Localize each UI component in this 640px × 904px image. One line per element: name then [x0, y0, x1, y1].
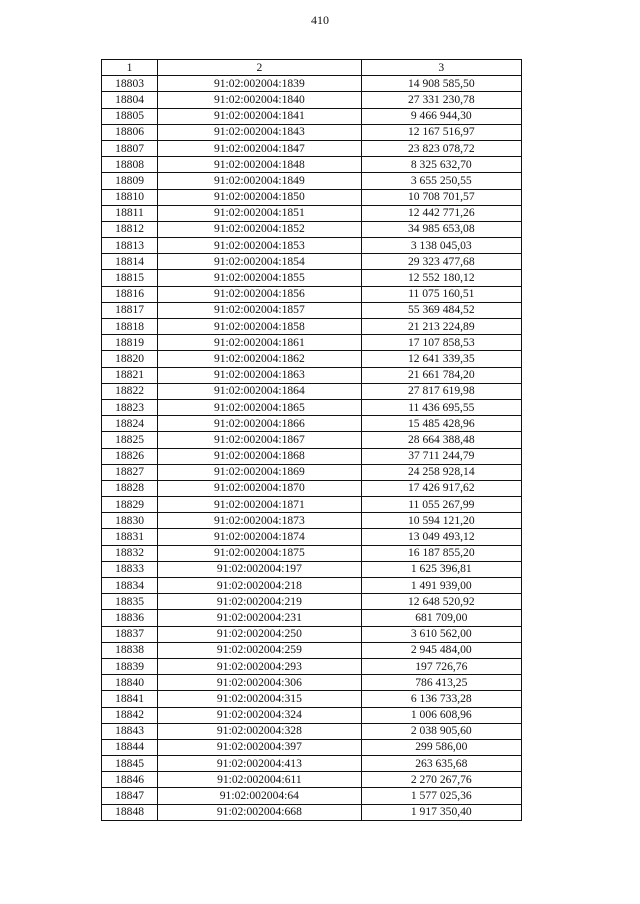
table-row [102, 707, 522, 723]
value-cell: 6 136 733,28 [361, 691, 521, 707]
row-number-cell: 18817 [102, 302, 158, 318]
value-cell: 12 648 520,92 [361, 594, 521, 610]
table-row [102, 92, 522, 108]
cadastral-number-cell: 91:02:002004:1851 [158, 205, 361, 221]
row-number-cell: 18808 [102, 157, 158, 173]
table-row [102, 739, 522, 755]
value-cell: 12 442 771,26 [361, 205, 521, 221]
value-cell: 34 985 653,08 [361, 221, 521, 237]
value-cell: 17 426 917,62 [361, 480, 521, 496]
table-row [102, 480, 522, 496]
table-row [102, 157, 522, 173]
row-number-cell: 18825 [102, 432, 158, 448]
row-number-cell: 18848 [102, 804, 158, 820]
cadastral-number-cell: 91:02:002004:1853 [158, 238, 361, 254]
value-cell: 681 709,00 [361, 610, 521, 626]
cadastral-number-cell: 91:02:002004:1871 [158, 497, 361, 513]
cadastral-number-cell: 91:02:002004:1858 [158, 319, 361, 335]
page-number: 410 [311, 13, 329, 27]
table-row [102, 675, 522, 691]
value-cell: 263 635,68 [361, 756, 521, 772]
row-number-cell: 18833 [102, 561, 158, 577]
table-row [102, 788, 522, 804]
value-cell: 1 577 025,36 [361, 788, 521, 804]
row-number-cell: 18828 [102, 480, 158, 496]
row-number-cell: 18813 [102, 238, 158, 254]
value-cell: 9 466 944,30 [361, 108, 521, 124]
cadastral-number-cell: 91:02:002004:413 [158, 756, 361, 772]
cadastral-number-cell: 91:02:002004:1864 [158, 383, 361, 399]
table-row [102, 756, 522, 772]
value-cell: 12 641 339,35 [361, 351, 521, 367]
cadastral-number-cell: 91:02:002004:1874 [158, 529, 361, 545]
value-cell: 23 823 078,72 [361, 140, 521, 156]
row-number-cell: 18823 [102, 399, 158, 415]
column-header-3: 3 [361, 60, 521, 76]
cadastral-number-cell: 91:02:002004:1840 [158, 92, 361, 108]
table-row [102, 173, 522, 189]
cadastral-number-cell: 91:02:002004:1841 [158, 108, 361, 124]
cadastral-number-cell: 91:02:002004:1856 [158, 286, 361, 302]
row-number-cell: 18843 [102, 723, 158, 739]
value-cell: 11 055 267,99 [361, 497, 521, 513]
table-row [102, 691, 522, 707]
table-row [102, 367, 522, 383]
cadastral-number-cell: 91:02:002004:1850 [158, 189, 361, 205]
row-number-cell: 18816 [102, 286, 158, 302]
value-cell: 3 655 250,55 [361, 173, 521, 189]
row-number-cell: 18807 [102, 140, 158, 156]
table-row [102, 205, 522, 221]
table-row [102, 351, 522, 367]
row-number-cell: 18811 [102, 205, 158, 221]
cadastral-number-cell: 91:02:002004:231 [158, 610, 361, 626]
row-number-cell: 18809 [102, 173, 158, 189]
table-row [102, 723, 522, 739]
row-number-cell: 18845 [102, 756, 158, 772]
value-cell: 16 187 855,20 [361, 545, 521, 561]
cadastral-number-cell: 91:02:002004:611 [158, 772, 361, 788]
table-row [102, 108, 522, 124]
cadastral-number-cell: 91:02:002004:1847 [158, 140, 361, 156]
row-number-cell: 18818 [102, 319, 158, 335]
value-cell: 29 323 477,68 [361, 254, 521, 270]
value-cell: 1 491 939,00 [361, 578, 521, 594]
row-number-cell: 18803 [102, 76, 158, 92]
cadastral-number-cell: 91:02:002004:1855 [158, 270, 361, 286]
table-row [102, 513, 522, 529]
value-cell: 3 138 045,03 [361, 238, 521, 254]
table-row [102, 658, 522, 674]
row-number-cell: 18806 [102, 124, 158, 140]
row-number-cell: 18804 [102, 92, 158, 108]
table-row [102, 432, 522, 448]
row-number-cell: 18812 [102, 221, 158, 237]
table-row [102, 335, 522, 351]
value-cell: 21 213 224,89 [361, 319, 521, 335]
row-number-cell: 18829 [102, 497, 158, 513]
cadastral-number-cell: 91:02:002004:1868 [158, 448, 361, 464]
value-cell: 299 586,00 [361, 739, 521, 755]
cadastral-number-cell: 91:02:002004:1857 [158, 302, 361, 318]
table-row [102, 286, 522, 302]
cadastral-number-cell: 91:02:002004:1870 [158, 480, 361, 496]
table-row [102, 124, 522, 140]
table-row [102, 416, 522, 432]
cadastral-number-cell: 91:02:002004:250 [158, 626, 361, 642]
cadastral-number-cell: 91:02:002004:1849 [158, 173, 361, 189]
value-cell: 8 325 632,70 [361, 157, 521, 173]
value-cell: 10 708 701,57 [361, 189, 521, 205]
value-cell: 24 258 928,14 [361, 464, 521, 480]
table-row [102, 772, 522, 788]
column-header-2: 2 [158, 60, 361, 76]
table-row [102, 626, 522, 642]
row-number-cell: 18837 [102, 626, 158, 642]
row-number-cell: 18844 [102, 739, 158, 755]
row-number-cell: 18834 [102, 578, 158, 594]
table-row [102, 448, 522, 464]
row-number-cell: 18847 [102, 788, 158, 804]
row-number-cell: 18838 [102, 642, 158, 658]
table-row [102, 561, 522, 577]
row-number-cell: 18814 [102, 254, 158, 270]
cadastral-number-cell: 91:02:002004:1867 [158, 432, 361, 448]
table-row [102, 140, 522, 156]
value-cell: 13 049 493,12 [361, 529, 521, 545]
cadastral-number-cell: 91:02:002004:1854 [158, 254, 361, 270]
cadastral-number-cell: 91:02:002004:1869 [158, 464, 361, 480]
value-cell: 12 167 516,97 [361, 124, 521, 140]
value-cell: 12 552 180,12 [361, 270, 521, 286]
row-number-cell: 18824 [102, 416, 158, 432]
table-row [102, 270, 522, 286]
row-number-cell: 18840 [102, 675, 158, 691]
cadastral-number-cell: 91:02:002004:328 [158, 723, 361, 739]
table-row [102, 497, 522, 513]
cadastral-number-cell: 91:02:002004:1839 [158, 76, 361, 92]
row-number-cell: 18827 [102, 464, 158, 480]
row-number-cell: 18819 [102, 335, 158, 351]
table-row [102, 399, 522, 415]
table-row [102, 642, 522, 658]
cadastral-number-cell: 91:02:002004:306 [158, 675, 361, 691]
row-number-cell: 18822 [102, 383, 158, 399]
value-cell: 37 711 244,79 [361, 448, 521, 464]
value-cell: 21 661 784,20 [361, 367, 521, 383]
row-number-cell: 18815 [102, 270, 158, 286]
cadastral-number-cell: 91:02:002004:219 [158, 594, 361, 610]
row-number-cell: 18839 [102, 658, 158, 674]
value-cell: 1 917 350,40 [361, 804, 521, 820]
cadastral-number-cell: 91:02:002004:1852 [158, 221, 361, 237]
table-row [102, 545, 522, 561]
cadastral-number-cell: 91:02:002004:1862 [158, 351, 361, 367]
table-row [102, 804, 522, 820]
value-cell: 11 436 695,55 [361, 399, 521, 415]
table-row [102, 578, 522, 594]
cadastral-number-cell: 91:02:002004:1865 [158, 399, 361, 415]
table-row [102, 319, 522, 335]
value-cell: 1 006 608,96 [361, 707, 521, 723]
value-cell: 17 107 858,53 [361, 335, 521, 351]
cadastral-number-cell: 91:02:002004:1861 [158, 335, 361, 351]
table-row [102, 76, 522, 92]
value-cell: 2 270 267,76 [361, 772, 521, 788]
cadastral-number-cell: 91:02:002004:1863 [158, 367, 361, 383]
column-header-1: 1 [102, 60, 158, 76]
row-number-cell: 18830 [102, 513, 158, 529]
cadastral-number-cell: 91:02:002004:1873 [158, 513, 361, 529]
cadastral-number-cell: 91:02:002004:293 [158, 658, 361, 674]
value-cell: 3 610 562,00 [361, 626, 521, 642]
row-number-cell: 18821 [102, 367, 158, 383]
table-row [102, 221, 522, 237]
cadastral-number-cell: 91:02:002004:64 [158, 788, 361, 804]
cadastral-number-cell: 91:02:002004:1843 [158, 124, 361, 140]
cadastral-number-cell: 91:02:002004:1875 [158, 545, 361, 561]
value-cell: 28 664 388,48 [361, 432, 521, 448]
cadastral-number-cell: 91:02:002004:315 [158, 691, 361, 707]
value-cell: 1 625 396,81 [361, 561, 521, 577]
table-row [102, 383, 522, 399]
row-number-cell: 18826 [102, 448, 158, 464]
value-cell: 27 331 230,78 [361, 92, 521, 108]
cadastral-number-cell: 91:02:002004:197 [158, 561, 361, 577]
value-cell: 11 075 160,51 [361, 286, 521, 302]
table-row [102, 529, 522, 545]
row-number-cell: 18832 [102, 545, 158, 561]
value-cell: 2 038 905,60 [361, 723, 521, 739]
row-number-cell: 18835 [102, 594, 158, 610]
value-cell: 14 908 585,50 [361, 76, 521, 92]
data-table [101, 59, 522, 821]
table-row [102, 464, 522, 480]
cadastral-number-cell: 91:02:002004:1848 [158, 157, 361, 173]
value-cell: 197 726,76 [361, 658, 521, 674]
cadastral-number-cell: 91:02:002004:397 [158, 739, 361, 755]
cadastral-number-cell: 91:02:002004:218 [158, 578, 361, 594]
value-cell: 15 485 428,96 [361, 416, 521, 432]
row-number-cell: 18842 [102, 707, 158, 723]
value-cell: 2 945 484,00 [361, 642, 521, 658]
cadastral-number-cell: 91:02:002004:1866 [158, 416, 361, 432]
table-body [102, 76, 522, 821]
cadastral-number-cell: 91:02:002004:668 [158, 804, 361, 820]
table-row [102, 610, 522, 626]
row-number-cell: 18805 [102, 108, 158, 124]
row-number-cell: 18841 [102, 691, 158, 707]
value-cell: 55 369 484,52 [361, 302, 521, 318]
table-row [102, 254, 522, 270]
value-cell: 27 817 619,98 [361, 383, 521, 399]
row-number-cell: 18836 [102, 610, 158, 626]
cadastral-number-cell: 91:02:002004:259 [158, 642, 361, 658]
value-cell: 786 413,25 [361, 675, 521, 691]
table-row [102, 189, 522, 205]
table-header-row [102, 60, 522, 76]
table-row [102, 238, 522, 254]
row-number-cell: 18846 [102, 772, 158, 788]
table-row [102, 302, 522, 318]
row-number-cell: 18831 [102, 529, 158, 545]
table-row [102, 594, 522, 610]
value-cell: 10 594 121,20 [361, 513, 521, 529]
cadastral-number-cell: 91:02:002004:324 [158, 707, 361, 723]
row-number-cell: 18810 [102, 189, 158, 205]
row-number-cell: 18820 [102, 351, 158, 367]
